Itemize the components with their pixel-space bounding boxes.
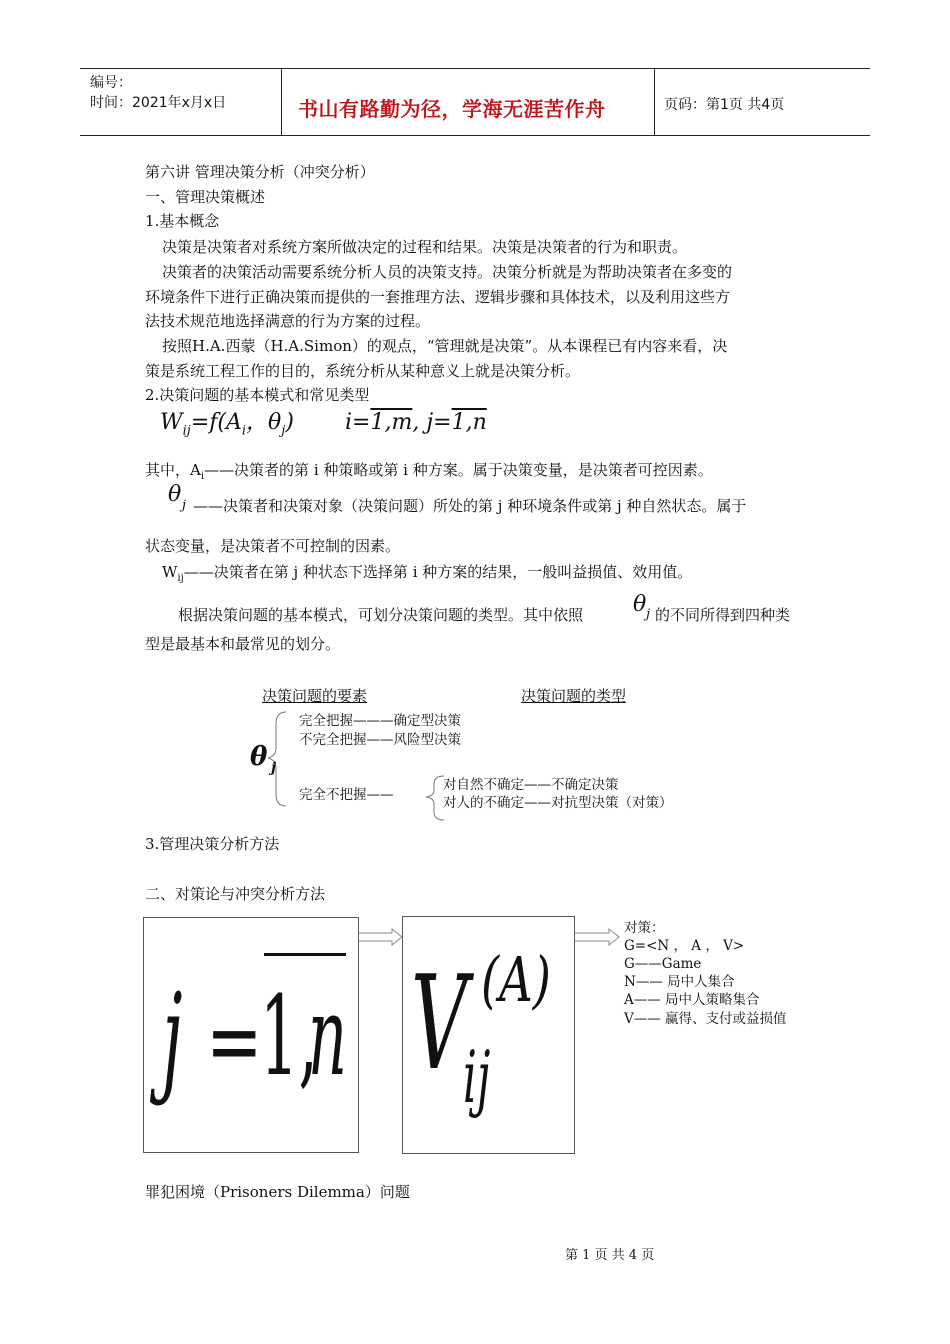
diagram-subitem-human: 对人的不确定——对抗型决策（对策）: [443, 795, 673, 811]
range-i-value: 1,m: [370, 410, 413, 435]
definition-w-prefix: W: [162, 563, 178, 581]
box-j-n: n: [308, 972, 347, 1100]
box-j-letter: j: [162, 969, 183, 1108]
diagram-heading-elements: 决策问题的要素: [262, 687, 368, 705]
paragraph-4-after: 的不同所得到四种类: [655, 606, 791, 624]
header-date-label: 时间：2021年x月x日: [90, 95, 227, 111]
box-j-one: 1,: [260, 972, 318, 1100]
formula-w-sub: ij: [182, 423, 191, 439]
formula-box-j: [143, 917, 359, 1153]
box-v-letter: V: [411, 947, 468, 1099]
box-j-overbar: [264, 953, 346, 956]
header-divider-right: [654, 68, 655, 136]
diagram-subitem-nature: 对自然不确定——不确定决策: [443, 777, 619, 793]
header-page-label: 页码：第1页 共4页: [664, 97, 785, 113]
paragraph-4-line-1: [178, 605, 583, 625]
definition-w: [162, 562, 692, 589]
diagram-item-certain: 完全把握———确定型决策: [299, 713, 461, 729]
game-line-a: A—— 局中人策略集合: [624, 992, 760, 1008]
range-j-label: , j=: [412, 410, 452, 435]
game-line-n: N—— 局中人集合: [624, 974, 735, 990]
paragraph-3-line-2: 策是系统工程工作的目的，系统分析从某种意义上就是决策分析。: [145, 362, 581, 380]
arrow-to-game: [575, 927, 621, 947]
header-number-label: 编号：: [90, 75, 132, 91]
definition-a-text: ——决策者的第 i 种策略或第 i 种方案。属于决策变量，是决策者可控因素。: [204, 461, 713, 479]
formula-close: ): [285, 410, 294, 435]
paragraph-2-line-1: 决策者的决策活动需要系统分析人员的决策支持。决策分析就是为帮助决策者在多变的: [162, 263, 733, 281]
paragraph-3-line-1: 按照H.A.西蒙（H.A.Simon）的观点，“管理就是决策”。从本课程已有内容来看，决: [162, 337, 728, 355]
section-heading-1: 一、管理决策概述: [145, 188, 266, 206]
game-title: 对策：: [624, 920, 665, 936]
game-line-v: V—— 赢得、支付或益损值: [624, 1011, 787, 1027]
definition-a-prefix: 其中，A: [145, 461, 201, 479]
formula-ranges: [345, 408, 487, 438]
diagram-item-uncertain: 完全不把握——: [299, 787, 394, 803]
paragraph-4-before: 根据决策问题的基本模式，可划分决策问题的类型。其中依照: [178, 606, 584, 624]
header-bottom-rule: [80, 135, 870, 136]
arrow-to-box2: [358, 927, 404, 947]
subheading-basic-model: 2.决策问题的基本模式和常见类型: [145, 386, 370, 404]
header-motto: 书山有路勤为径，学海无涯苦作舟: [298, 97, 606, 121]
range-i-label: i=: [345, 410, 371, 435]
theta-glyph: θ: [168, 482, 182, 507]
formula-a-sub: i: [241, 423, 247, 439]
diagram-theta: θ: [250, 742, 268, 772]
game-line-g: G——Game: [624, 956, 702, 972]
formula-box-v: [402, 916, 575, 1154]
box-v-sup: (A): [481, 943, 551, 1016]
paragraph-4-theta: θ: [633, 592, 647, 617]
paragraph-2-line-3: 法技术规范地选择满意的行为方案的过程。: [145, 312, 431, 330]
diagram-heading-types: 决策问题的类型: [521, 687, 627, 705]
page-footer: 第 1 页 共 4 页: [565, 1248, 655, 1263]
definition-theta-symbol: [168, 482, 181, 508]
game-tuple: G=<N ， A ， V>: [624, 938, 745, 954]
formula-f: =f(A: [190, 410, 242, 435]
formula-theta: ，θ: [246, 410, 282, 435]
header-top-rule: [80, 68, 870, 69]
paragraph-4-line-2: 型是最基本和最常见的划分。: [145, 635, 341, 653]
decision-formula: [160, 408, 294, 446]
definition-a: [145, 460, 713, 487]
definition-theta-text: ——决策者和决策对象（决策问题）所处的第 j 种环境条件或第 j 种自然状态。属于: [193, 497, 747, 515]
subheading-basic-concept: 1.基本概念: [145, 212, 220, 230]
diagram-item-risk: 不完全把握——风险型决策: [299, 732, 461, 748]
header-divider-left: [281, 68, 282, 136]
definition-theta-cont: 状态变量，是决策者不可控制的因素。: [145, 537, 401, 555]
diagram-theta-sub: j: [271, 760, 277, 776]
range-j-value: 1,n: [451, 410, 487, 435]
paragraph-1: 决策是决策者对系统方案所做决定的过程和结果。决策是决策者的行为和职责。: [162, 238, 688, 256]
definition-w-text: ——决策者在第 j 种状态下选择第 i 种方案的结果，一般叫益损值、效用值。: [183, 563, 693, 581]
definition-w-sub: ij: [177, 573, 184, 584]
section-heading-2: 二、对策论与冲突分析方法: [145, 885, 326, 903]
definition-a-sub: i: [200, 471, 205, 482]
lecture-title: 第六讲 管理决策分析（冲突分析）: [145, 163, 375, 181]
sub-brace: [426, 776, 444, 820]
formula-w: W: [160, 410, 183, 435]
prisoners-dilemma-heading: 罪犯困境（Prisoners Dilemma）问题: [145, 1183, 410, 1201]
subheading-methods: 3.管理决策分析方法: [145, 835, 280, 853]
paragraph-2-line-2: 环境条件下进行正确决策而提供的一套推理方法、逻辑步骤和具体技术，以及利用这些方: [145, 288, 731, 306]
box-v-sub: ij: [463, 1035, 491, 1119]
formula-theta-sub: j: [281, 423, 286, 439]
box-j-equals: =: [206, 989, 263, 1094]
paragraph-4-theta-sub: j: [646, 607, 651, 622]
definition-theta-sub: j: [182, 498, 187, 513]
